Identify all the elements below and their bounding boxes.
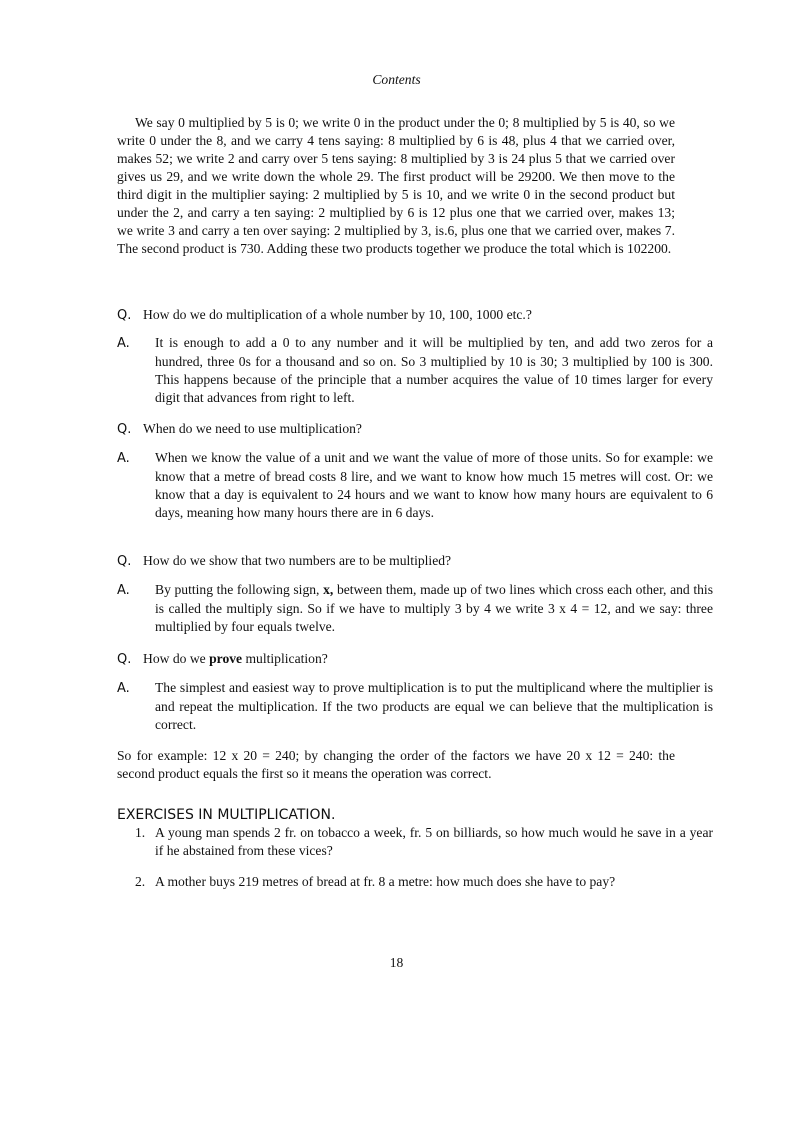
- question-text: How do we show that two numbers are to be multiplied?: [143, 553, 452, 568]
- a-label: A.: [117, 336, 130, 351]
- a-label: A.: [117, 583, 130, 598]
- q-label: Q.: [117, 554, 132, 569]
- answer-text: When we know the value of a unit and we want the value of more of those units. So for example: we know that a metre of bread costs 8 lire, and we want to know how much 15 metres will cost. Or: we know that a day is equivalent to 24 hours and we want to know how many hours are equivalent to 6 days, meaning how many hours there are in 6 days.: [155, 450, 713, 520]
- multiply-sign: x,: [323, 582, 334, 597]
- item-text: A mother buys 219 metres of bread at fr. 8 a metre: how much does she have to pay?: [155, 874, 616, 889]
- q-label: Q.: [117, 422, 132, 437]
- answer-1: [117, 334, 713, 407]
- item-text: A young man spends 2 fr. on tobacco a week, fr. 5 on billiards, so how much would he save in a year if he abstained from these vices?: [155, 825, 713, 858]
- item-number: 1.: [135, 825, 146, 840]
- answer-2: [117, 449, 713, 522]
- example-paragraph: So for example: 12 x 20 = 240; by changing the order of the factors we have 20 x 12 = 240: the second product equals the first so it means the operation was correct.: [117, 748, 675, 781]
- question-text-post: multiplication?: [245, 651, 328, 666]
- a-label: A.: [117, 451, 130, 466]
- question-2: [117, 420, 675, 439]
- question-1: [117, 306, 675, 325]
- answer-text-pre: By putting the following sign,: [155, 582, 320, 597]
- item-number: 2.: [135, 874, 146, 889]
- q-label: Q.: [117, 308, 132, 323]
- page-number: 18: [389, 955, 404, 970]
- question-text: When do we need to use multiplication?: [143, 421, 362, 436]
- answer-text: It is enough to add a 0 to any number and it will be multiplied by ten, and add two zeros for a hundred, three 0s for a thousand and so on. So 3 multiplied by 10 is 30; 3 multiplied by 100 is 300. This happens because of the principle that a number acquires the value of 10 times larger for every digit that advances from right to left.: [155, 335, 713, 405]
- answer-text-post: between them, made up of two lines which cross each other, and this is called the multiply sign. So if we have to multiply 3 by 4 we write 3 x 4 = 12, and we say: three multiplied by four equals twelve.: [155, 582, 713, 634]
- answer-3: [117, 581, 713, 636]
- running-header: Contents: [372, 72, 421, 87]
- prove-bold: prove: [209, 651, 243, 666]
- answer-text: The simplest and easiest way to prove multiplication is to put the multiplicand where the multiplier is and repeat the multiplication. If the two products are equal we can believe that the multiplication is correct.: [155, 680, 713, 732]
- exercise-item-1: [117, 824, 713, 860]
- exercise-item-2: [117, 873, 713, 891]
- exercises-heading: EXERCISES IN MULTIPLICATION.: [117, 807, 336, 823]
- answer-4: [117, 679, 713, 734]
- question-text: How do we do multiplication of a whole number by 10, 100, 1000 etc.?: [143, 307, 532, 322]
- question-3: [117, 552, 675, 571]
- question-text-pre: How do we: [143, 651, 206, 666]
- a-label: A.: [117, 681, 130, 696]
- question-4: [117, 650, 675, 669]
- intro-paragraph: We say 0 multiplied by 5 is 0; we write 0 in the product under the 0; 8 multiplied by 5 is 40, so we write 0 under the 8, and we carry 4 tens saying: 8 multiplied by 6 is 48, plus 4 that we carried over, makes 52; we write 2 and carry over 5 tens saying: 8 multiplied by 3 is 24 plus 5 that we carried over gives us 29, and we write down the whole 29. The first product will be 29200. We then move to the third digit in the multiplier saying: 2 multiplied by 5 is 10, and we write 0 in the second product but under the 2, and carry a ten saying: 2 multiplied by 6 is 12 plus one that we carried over, makes 13; we write 3 and carry a ten over saying: 2 multiplied by 3, is.6, plus one that we carried over, makes 7. The second product is 730. Adding these two products together we produce the total which is 102200.: [117, 115, 675, 256]
- q-label: Q.: [117, 652, 132, 667]
